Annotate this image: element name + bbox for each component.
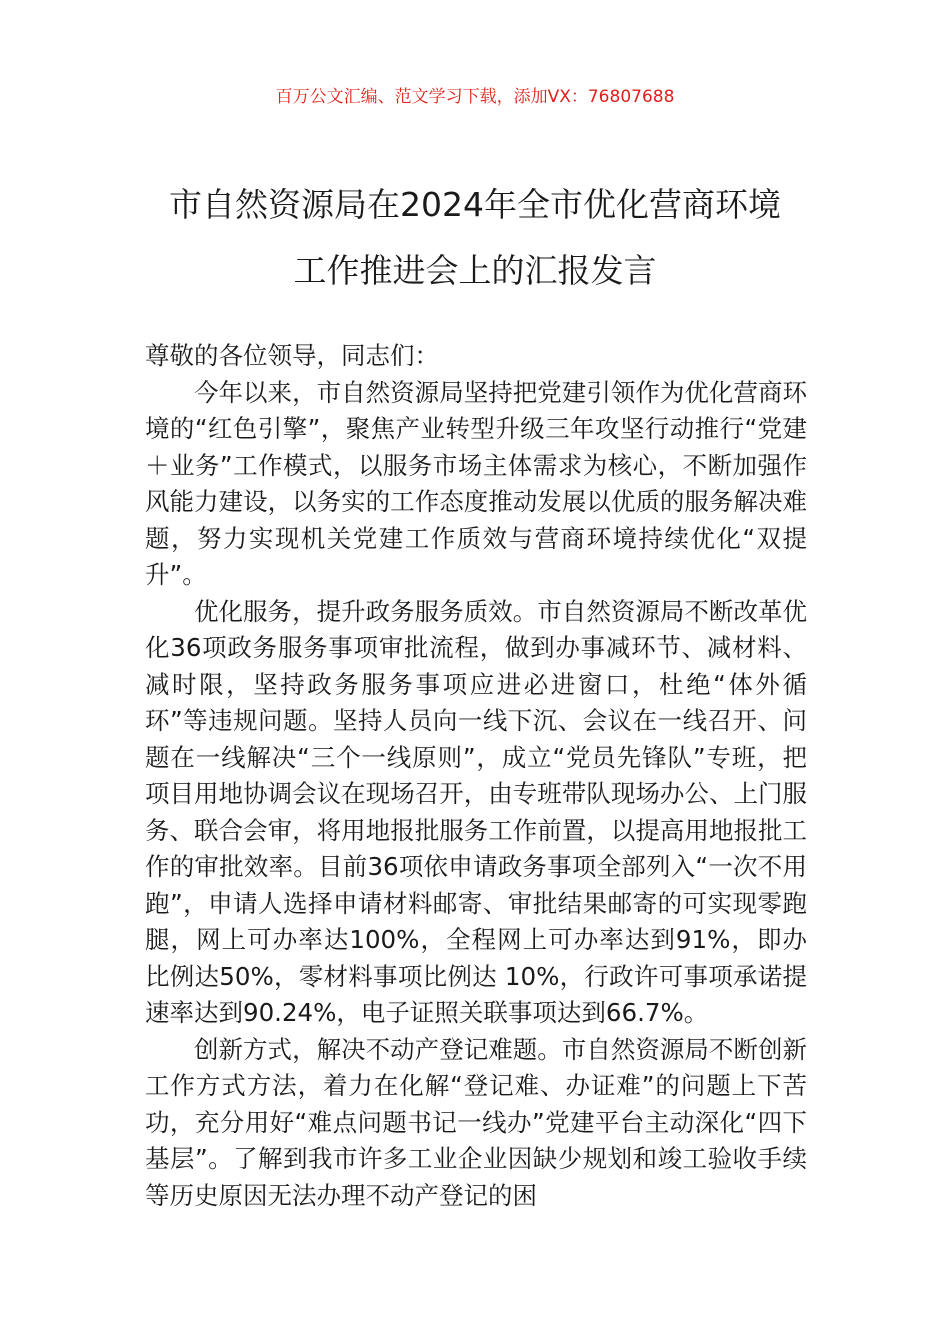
paragraph-optimize-service: 优化服务，提升政务服务质效。市自然资源局不断改革优化36项政务服务事项审批流程，做到办事减环节、减材料、减时限，坚持政务服务事项应进必进窗口，杜绝“体外循环”等违规问题。坚持人员向一线下沉、会议在一线召开、问题在一线解决“三个一线原则”，成立“党员先锋队”专班，把项目用地协调会议在现场召开，由专班带队现场办公、上门服务、联合会审，将用地报批服务工作前置，以提高用地报批工作的审批效率。目前36项依申请政务事项全部列入“一次不用跑”，申请人选择申请材料邮寄、审批结果邮寄的可实现零跑腿，网上可办率达100%，全程网上可办率达到91%，即办比例达50%，零材料事项比例达 10%，行政许可事项承诺提速率达到90.24%，电子证照关联事项达到66.7%。: [145, 596, 807, 1027]
header-watermark-note: 百万公文汇编、范文学习下载，添加VX：76807688: [275, 87, 675, 107]
document-body: [145, 338, 807, 1214]
paragraph-innovate-method: 创新方式，解决不动产登记难题。市自然资源局不断创新工作方式方法，着力在化解“登记难、办证难”的问题上下苦功，充分用好“难点问题书记一线办”党建平台主动深化“四下基层”。了解到我市许多工业企业因缺少规划和竣工验收手续等历史原因无法办理不动产登记的困: [145, 1034, 807, 1210]
title-line-1: 市自然资源局在2024年全市优化营商环境: [169, 185, 781, 224]
paragraph-intro: 今年以来，市自然资源局坚持把党建引领作为优化营商环境的“红色引擎”，聚焦产业转型升级三年攻坚行动推行“党建＋业务”工作模式，以服务市场主体需求为核心，不断加强作风能力建设，以务实的工作态度推动发展以优质的服务解决难题，努力实现机关党建工作质效与营商环境持续优化“双提升”。: [145, 377, 807, 589]
salutation: 尊敬的各位领导，同志们：: [145, 341, 439, 370]
document-title: [100, 172, 850, 304]
title-line-2: 工作推进会上的汇报发言: [293, 251, 657, 290]
